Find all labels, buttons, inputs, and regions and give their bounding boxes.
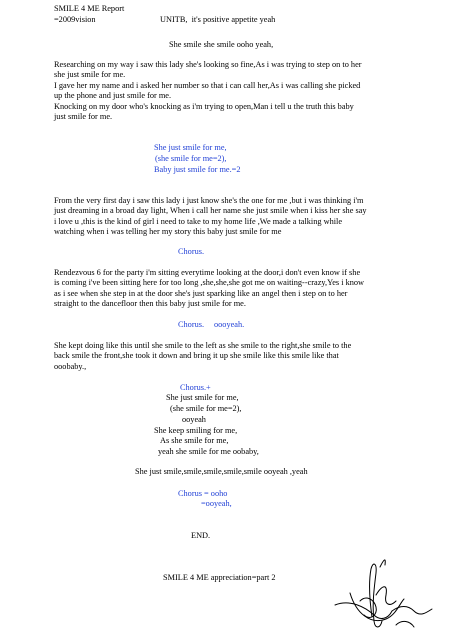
- chorus-line: Baby just smile for me.=2: [154, 165, 241, 174]
- verse-2: [54, 196, 398, 238]
- outro-line: (she smile for me=2),: [170, 404, 242, 413]
- verse-line: Rendezvous 6 for the party i'm sitting everytime looking at the door,i don't even know if she: [54, 268, 361, 277]
- verse-line: Knocking on my door who's knocking as i'm trying to open,Man i tell u the truth this baby: [54, 101, 354, 111]
- footer-text: SMILE 4 ME appreciation=part 2: [163, 573, 276, 582]
- unit-line: UNITB, it's positive appetite yeah: [160, 15, 276, 24]
- outro-line: She just smile for me,: [166, 393, 239, 402]
- signature-image: [330, 555, 440, 635]
- outro-line: She keep smiling for me,: [154, 426, 238, 435]
- report-subtitle: =2009vision: [54, 15, 96, 24]
- verse-line: she just smile for me.: [54, 70, 126, 80]
- report-title: SMILE 4 ME Report: [54, 4, 125, 13]
- verse-line: ooobaby.,: [54, 361, 87, 371]
- verse-line: i love u ,this is the kind of girl i need to take to my home life ,We made a talking while: [54, 216, 343, 226]
- verse-line: She kept doing like this until she smile to the left as she smile to the right,she smile to the: [54, 341, 352, 350]
- verse-line: just dreaming in a broad day light, When i call her name she just smile when i kiss her she say: [54, 206, 367, 216]
- intro-line: She smile she smile ooho yeah,: [169, 40, 274, 49]
- verse-line: as i see when she step in at the door she's just sparking like an angel then i step on to her: [54, 288, 348, 298]
- end-marker: END.: [191, 531, 211, 540]
- chorus-plus: Chorus.+: [180, 383, 211, 392]
- outro-refrain: She just smile,smile,smile,smile,smile ooyeah ,yeah: [135, 467, 308, 476]
- chorus-label: Chorus.: [178, 320, 205, 329]
- verse-line: back smile the front,she took it down and bring it up she smile like this smile like that: [54, 351, 339, 361]
- outro-line: As she smile for me,: [160, 436, 229, 445]
- outro-line: ooyeah: [182, 415, 206, 424]
- chorus-line: She just smile for me,: [154, 143, 227, 152]
- verse-line: watching when i was telling her my story this baby just smile for me: [54, 227, 282, 237]
- chorus-label: Chorus.: [178, 247, 205, 256]
- verse-line: Researching on my way i saw this lady she's looking so fine,As i was trying to step on to her: [54, 60, 362, 69]
- verse-line: straight to the dancefloor then this baby just smile for me.: [54, 299, 246, 309]
- verse-line: just smile for me.: [54, 112, 113, 122]
- chorus-end-line: Chorus = ooho: [178, 489, 228, 498]
- verse-line: From the very first day i saw this lady i just know she's the one for me ,but i was thinking i'm: [54, 196, 364, 205]
- verse-4: [54, 341, 398, 372]
- chorus-end-line: =ooyeah,: [201, 499, 232, 508]
- verse-line: is coming i've been sitting here for too long ,she,she,she got me on waiting--crazy,Yes i know: [54, 278, 365, 288]
- verse-line: I gave her my name and i asked her number so that i can call her,As i was calling she picked: [54, 80, 361, 90]
- verse-1: [54, 60, 398, 122]
- outro-line: yeah she smile for me oobaby,: [158, 447, 259, 456]
- verse-3: [54, 268, 398, 310]
- chorus-line: (she smile for me=2),: [155, 154, 227, 163]
- verse-line: up the phone and just smile for me.: [54, 91, 172, 101]
- chorus-label-tail: oooyeah.: [214, 320, 245, 329]
